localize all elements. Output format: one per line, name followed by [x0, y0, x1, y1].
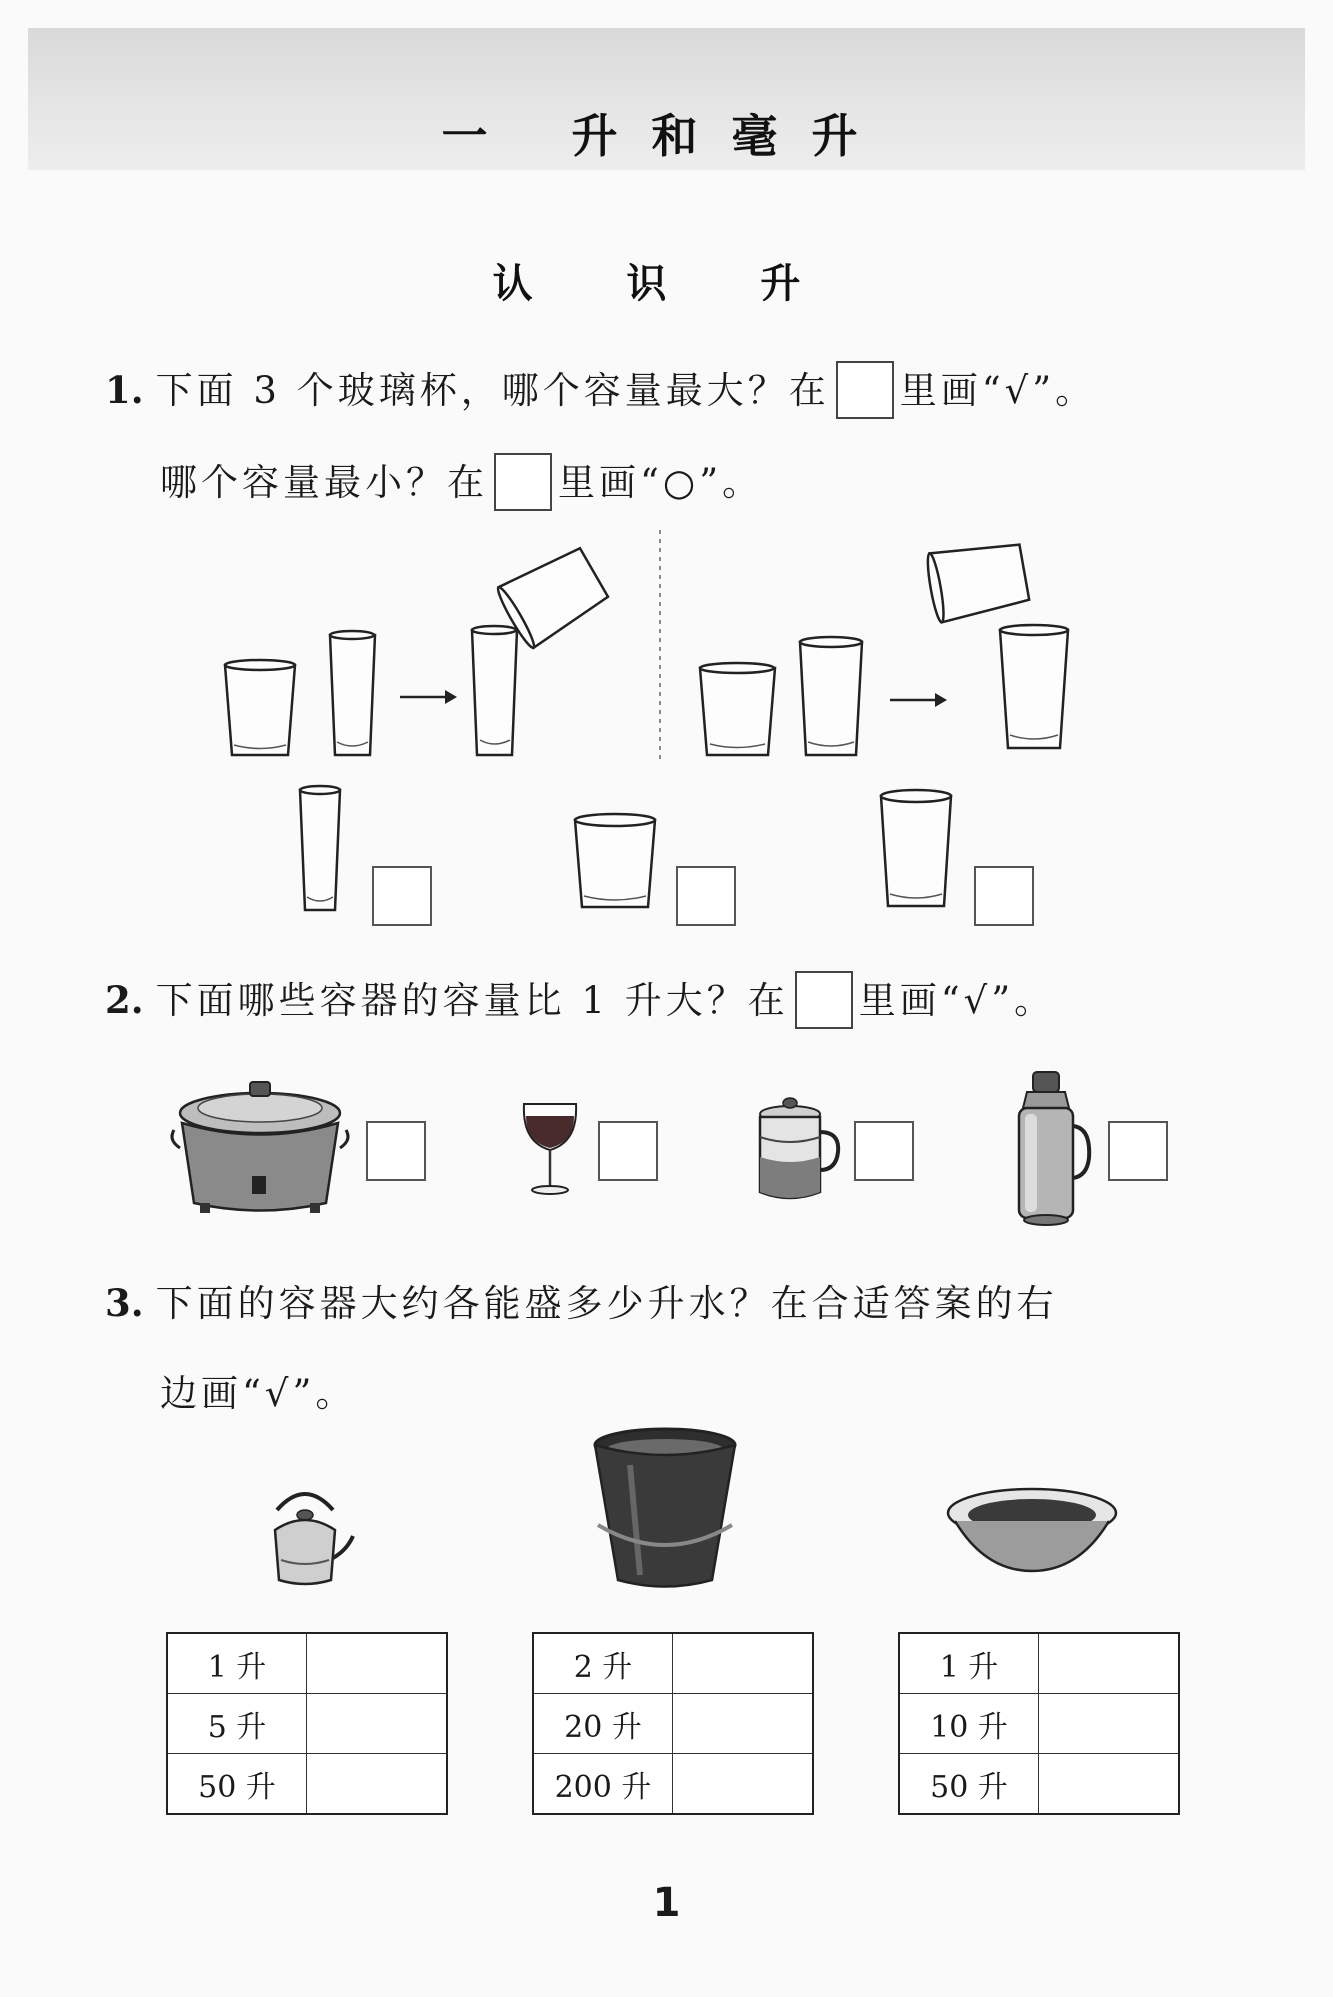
chapter-title: 一 升和毫升	[441, 109, 892, 163]
question-text: 下面 3 个玻璃杯，哪个容量最大？在	[155, 369, 830, 412]
option-label: 5 升	[167, 1694, 307, 1754]
option-label: 1 升	[167, 1633, 307, 1694]
answer-cell[interactable]	[307, 1694, 448, 1754]
question-3-line-2	[160, 1363, 356, 1417]
table-row	[899, 1633, 1179, 1694]
legend-box	[795, 971, 853, 1029]
question-1-line-2	[160, 452, 763, 511]
table-row	[899, 1694, 1179, 1754]
answer-cell[interactable]	[307, 1633, 448, 1694]
question-number: 2.	[105, 978, 144, 1022]
option-label: 50 升	[167, 1754, 307, 1815]
answer-box-thermos[interactable]	[1108, 1121, 1168, 1181]
answer-box-tall-glass[interactable]	[372, 866, 432, 926]
option-label: 2 升	[533, 1633, 673, 1694]
answer-cell[interactable]	[307, 1754, 448, 1815]
kettle-icon	[255, 1480, 355, 1590]
answer-box-wine-glass[interactable]	[598, 1121, 658, 1181]
legend-box	[836, 361, 894, 419]
thermos-icon	[1005, 1068, 1095, 1228]
basin-options-table	[898, 1632, 1180, 1815]
option-label: 1 升	[899, 1633, 1039, 1694]
question-3-line-1	[105, 1273, 1058, 1327]
wide-glass-option-icon	[570, 812, 660, 912]
answer-cell[interactable]	[1039, 1694, 1180, 1754]
answer-box-rice-cooker[interactable]	[366, 1121, 426, 1181]
medium-glass-icon	[1000, 625, 1068, 748]
question-text: 下面哪些容器的容量比 1 升大？在	[155, 979, 789, 1022]
question-text: 里画“√”。	[858, 979, 1056, 1022]
table-row	[533, 1754, 813, 1815]
answer-cell[interactable]	[1039, 1754, 1180, 1815]
option-label: 20 升	[533, 1694, 673, 1754]
pouring-glass-icon	[925, 538, 1031, 623]
glass-pouring-illustration	[210, 530, 1130, 770]
question-text: 下面的容器大约各能盛多少升水？在合适答案的右	[155, 1282, 1058, 1325]
tall-glass-option-icon	[295, 785, 345, 915]
table-row	[899, 1754, 1179, 1815]
mug-icon	[752, 1092, 842, 1207]
kettle-options-table	[166, 1632, 448, 1815]
table-row	[533, 1694, 813, 1754]
question-text: 里画“○”。	[558, 461, 764, 504]
option-label: 50 升	[899, 1754, 1039, 1815]
table-row	[167, 1633, 447, 1694]
answer-box-mug[interactable]	[854, 1121, 914, 1181]
option-label: 10 升	[899, 1694, 1039, 1754]
arrow-icon	[400, 690, 457, 704]
answer-box-medium-glass[interactable]	[974, 866, 1034, 926]
answer-cell[interactable]	[1039, 1633, 1180, 1694]
table-row	[167, 1694, 447, 1754]
rice-cooker-icon	[172, 1068, 347, 1218]
question-2-text	[105, 970, 1055, 1029]
medium-glass-icon	[800, 637, 862, 755]
question-text: 哪个容量最小？在	[160, 461, 488, 504]
answer-box-wide-glass[interactable]	[676, 866, 736, 926]
wide-glass-icon	[225, 660, 295, 755]
question-text: 里画“√”。	[899, 369, 1097, 412]
wide-glass-icon	[700, 663, 775, 755]
answer-cell[interactable]	[673, 1633, 814, 1694]
bucket-icon	[590, 1425, 740, 1595]
wine-glass-icon	[518, 1098, 582, 1198]
table-row	[533, 1633, 813, 1694]
table-row	[167, 1754, 447, 1815]
medium-glass-option-icon	[876, 788, 956, 913]
basin-icon	[945, 1485, 1120, 1575]
arrow-icon	[890, 693, 947, 707]
question-1-line-1	[105, 360, 1096, 419]
section-title: 认 识 升	[492, 261, 841, 307]
legend-box	[494, 453, 552, 511]
tall-glass-icon	[330, 631, 375, 755]
page-number: 1	[652, 1880, 681, 1926]
tall-glass-icon	[472, 626, 517, 755]
question-number: 1.	[105, 368, 144, 412]
question-number: 3.	[105, 1281, 144, 1325]
bucket-options-table	[532, 1632, 814, 1815]
option-label: 200 升	[533, 1754, 673, 1815]
answer-cell[interactable]	[673, 1694, 814, 1754]
question-text: 边画“√”。	[160, 1372, 357, 1415]
answer-cell[interactable]	[673, 1754, 814, 1815]
